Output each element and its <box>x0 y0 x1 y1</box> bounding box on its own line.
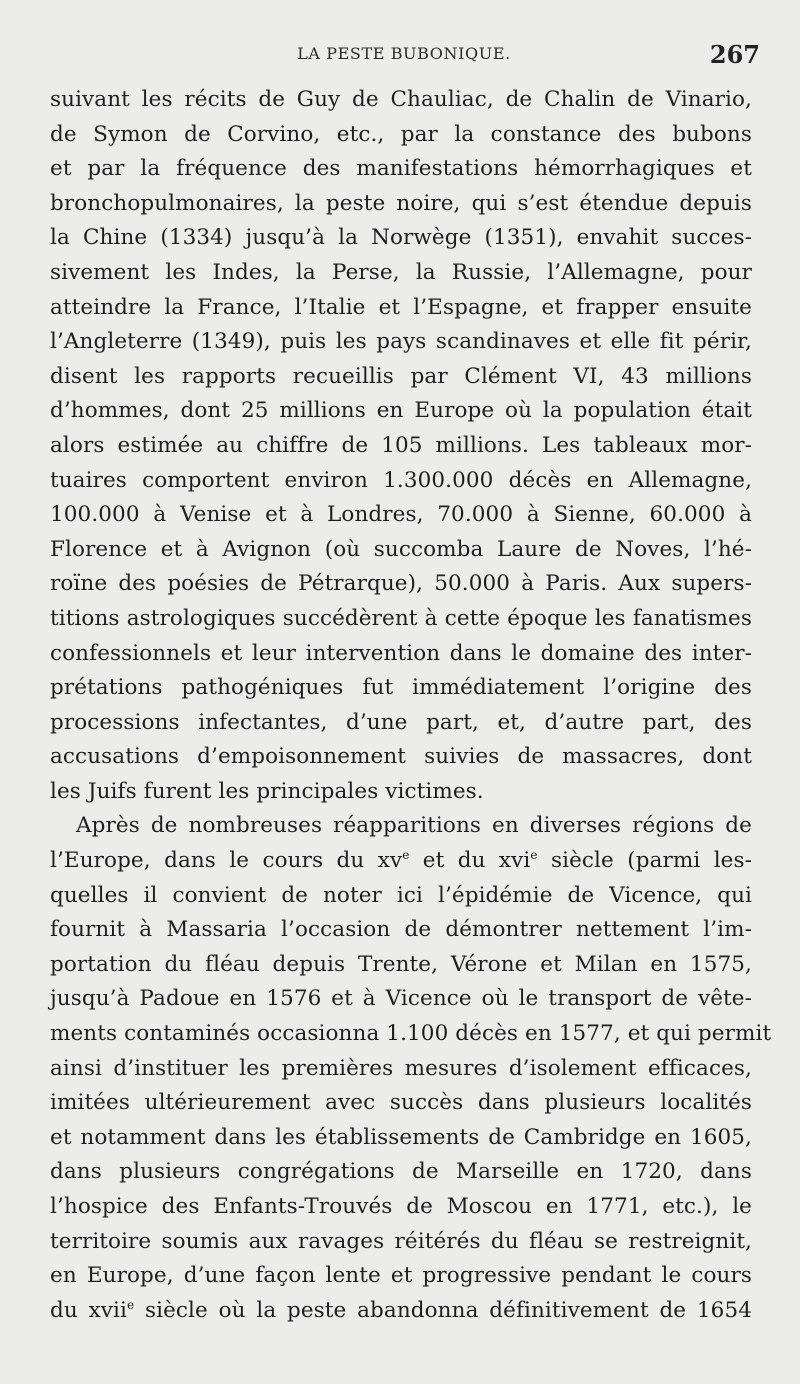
body-text <box>50 83 772 1328</box>
text-line: suivant les récits de Guy de Chauliac, de Chalin de Vinario, <box>50 87 752 112</box>
text-line: fournit à Massaria l’occasion de démontrer nettement l’im- <box>50 917 752 943</box>
page-number: 267 <box>709 40 760 69</box>
text-line: Florence et à Avignon (où succomba Laure de Noves, l’hé- <box>50 536 752 562</box>
text-line: et par la fréquence des manifestations hémorrhagiques et <box>50 156 752 182</box>
text-line: jusqu’à Padoue en 1576 et à Vicence où le transport de vête- <box>50 986 752 1012</box>
text-line: tuaires comportent environ 1.300.000 décès en Allemagne, <box>50 467 752 493</box>
text-line: la Chine (1334) jusqu’à la Norwège (1351), envahit succes- <box>50 225 752 251</box>
text-line: de Symon de Corvino, etc., par la constance des bubons <box>50 121 752 147</box>
text-line: d’hommes, dont 25 millions en Europe où la population était <box>50 398 752 424</box>
paragraph-reappearances <box>50 809 772 1328</box>
text-line: roïne des poésies de Pétrarque), 50.000 à Paris. Aux supers- <box>50 571 752 597</box>
text-line: 100.000 à Venise et à Londres, 70.000 à Sienne, 60.000 à <box>50 502 752 528</box>
text-line: territoire soumis aux ravages réitérés du fléau se restreignit, <box>50 1228 752 1254</box>
text-line: prétations pathogéniques fut immédiatement l’origine des <box>50 675 752 701</box>
text-line: ments contaminés occasionna 1.100 décès en 1577, et qui permit <box>50 1021 772 1047</box>
text-line: bronchopulmonaires, la peste noire, qui s’est étendue depuis <box>50 190 752 216</box>
text-line: processions infectantes, d’une part, et, d’autre part, des <box>50 709 752 735</box>
text-line: atteindre la France, l’Italie et l’Espagne, et frapper ensuite <box>50 294 752 320</box>
text-line: imitées ultérieurement avec succès dans plusieurs localités <box>50 1090 752 1116</box>
text-line: l’Europe, dans le cours du $xv^e$ et du xvi$^e$ siècle (parmi les- <box>50 848 753 874</box>
text-line: l’Angleterre (1349), puis les pays scandinaves et elle fit périr, <box>50 329 752 355</box>
text-line: en Europe, d’une façon lente et progressive pendant le cours <box>50 1263 752 1289</box>
text-line: alors estimée au chiffre de 105 millions. Les tableaux mor- <box>50 432 752 458</box>
text-line: quelles il convient de noter ici l’épidémie de Vicence, qui <box>50 882 752 908</box>
running-header <box>48 40 760 74</box>
text-line: accusations d’empoisonnement suivies de massacres, dont <box>50 744 752 770</box>
text-line: Après de nombreuses réapparitions en diverses régions de <box>76 813 752 839</box>
paragraph-plague-history <box>50 83 752 809</box>
text-line: confessionnels et leur intervention dans le domaine des inter- <box>50 640 752 666</box>
text-line: ainsi d’instituer les premières mesures d’isolement efficaces, <box>50 1055 752 1081</box>
text-line: sivement les Indes, la Perse, la Russie, l’Allemagne, pour <box>50 259 752 285</box>
text-line: les Juifs furent les principales victimes. <box>50 778 484 804</box>
text-line: l’hospice des Enfants-Trouvés de Moscou en 1771, etc.), le <box>50 1194 752 1219</box>
text-line: portation du fléau depuis Trente, Vérone et Milan en 1575, <box>50 951 752 977</box>
text-line: du xvii$^e$ siècle où la peste abandonna définitivement de 1654 <box>50 1297 752 1323</box>
text-line: disent les rapports recueillis par Clément VI, 43 millions <box>50 363 752 389</box>
text-line: dans plusieurs congrégations de Marseille en 1720, dans <box>50 1159 752 1185</box>
text-line: et notamment dans les établissements de Cambridge en 1605, <box>50 1124 752 1150</box>
text-line: titions astrologiques succédèrent à cette époque les fanatismes <box>50 605 752 631</box>
running-title: LA PESTE BUBONIQUE. <box>297 44 511 63</box>
